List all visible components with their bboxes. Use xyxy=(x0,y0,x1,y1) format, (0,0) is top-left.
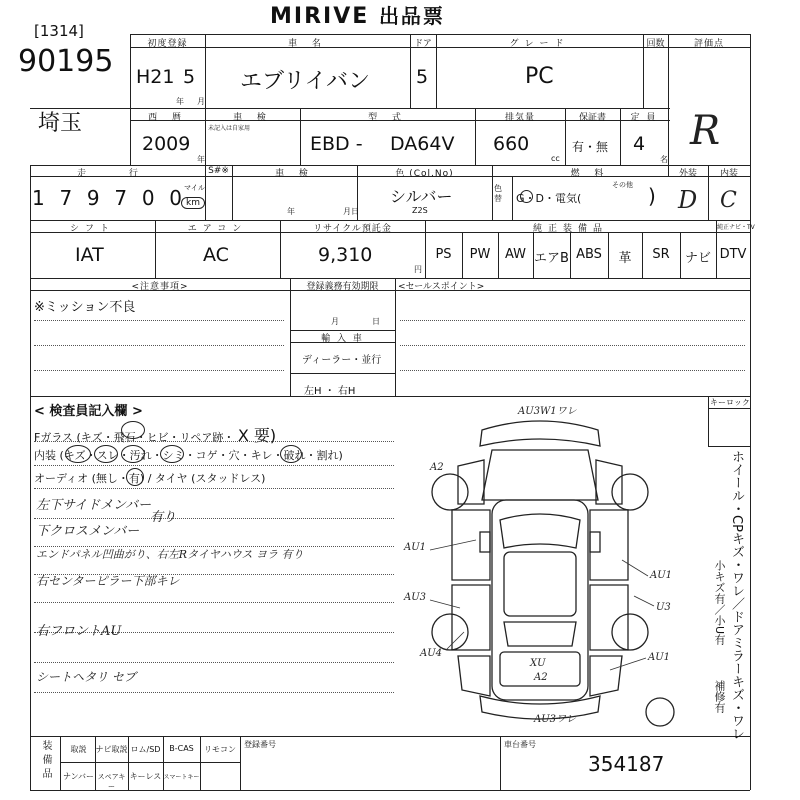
right-vertical-note: 小キズ有／小U有 xyxy=(713,560,726,646)
damage-mark: A2 xyxy=(430,462,444,473)
header-year: 西 暦 xyxy=(148,113,187,123)
door-count: 5 xyxy=(416,66,429,88)
import-drive-side: 左H ・ 右H xyxy=(304,386,356,397)
mileage-digit: 1 xyxy=(32,186,45,210)
header-chassis-number: 車台番号 xyxy=(504,740,536,749)
header-inspect: 車 検 xyxy=(275,169,314,179)
circle-mark xyxy=(65,445,91,463)
unit-month-2: 月 xyxy=(331,317,339,326)
equip-pw: PW xyxy=(469,247,491,262)
brand-name: MIRIVE xyxy=(270,4,370,29)
score-value: R xyxy=(690,108,721,154)
first-registration-era: H21 xyxy=(136,66,175,88)
damage-mark: AU1 xyxy=(648,652,671,663)
damage-mark: AU1 xyxy=(650,570,673,581)
handwritten-note: シートヘタリ セブ xyxy=(36,670,136,684)
mileage-digit: 0 xyxy=(169,186,182,210)
damage-mark: AU4 xyxy=(420,648,443,659)
header-import: 輸 入 車 xyxy=(321,334,364,344)
audio-tire-line: オーディオ (無し・有) / タイヤ (スタッドレス) xyxy=(34,472,266,485)
accessory-navi-manual: ナビ取説 xyxy=(95,745,128,754)
car-name: エブリイバン xyxy=(240,69,371,94)
windshield-mark: X 要) xyxy=(237,426,277,445)
header-aircon: エアコン xyxy=(187,224,248,234)
unit-year-2: 年 xyxy=(197,155,205,164)
header-model: 型 式 xyxy=(368,113,407,123)
grade: PC xyxy=(525,64,554,89)
accessory-manual: 取説 xyxy=(70,745,87,754)
displacement: 660 xyxy=(493,133,530,155)
handwritten-note: 右センターピラー下部キレ xyxy=(36,574,180,588)
damage-mark: A2 xyxy=(534,672,548,683)
right-vertical-note: ホイール・CPキズ・ワレ／ドアミラーキズ・ワレ xyxy=(729,450,744,740)
unit-yen: 円 xyxy=(414,265,422,274)
accessory-bcas: B-CAS xyxy=(169,744,194,753)
unit-person: 名 xyxy=(660,155,668,164)
unit-month-day: 月日 xyxy=(343,207,359,216)
lot-number: 90195 xyxy=(18,44,114,79)
right-vertical-note: 補修有 xyxy=(713,680,726,713)
header-displacement: 排気量 xyxy=(504,113,535,123)
chassis-number: 354187 xyxy=(588,752,665,776)
interior-grade: C xyxy=(720,188,737,213)
handwritten-bracket-note: 有り xyxy=(150,510,177,525)
damage-mark: AU1 xyxy=(404,542,427,553)
handwritten-note: 左下サイドメンバー xyxy=(36,498,152,513)
header-fuel: 燃 料 xyxy=(570,169,610,179)
import-dealer: ディーラー・並行 xyxy=(302,355,382,366)
caution-text: ※ミッション不良 xyxy=(34,300,136,315)
shift: IAT xyxy=(75,244,104,266)
header-registration-expiry: 登録義務有効期限 xyxy=(306,282,379,292)
equip-sunroof: SR xyxy=(652,247,670,262)
equip-ps: PS xyxy=(435,247,452,262)
header-score: 評価点 xyxy=(693,39,724,49)
header-nav-tv: 純正ナビ・TV xyxy=(717,224,755,231)
model-prefix: EBD - xyxy=(310,133,363,155)
document-title xyxy=(270,0,530,29)
accessory-rom-sd: ロム/SD xyxy=(130,745,161,754)
mileage-digit: 7 xyxy=(114,186,128,210)
header-key-lock: キーロック xyxy=(710,398,750,407)
car-damage-diagram xyxy=(400,400,700,730)
damage-mark: U3 xyxy=(656,602,671,613)
fuel-circle xyxy=(520,190,533,203)
windshield-options: Fガラス (キズ・飛石・ヒビ・リペア跡・ xyxy=(34,431,235,444)
damage-mark: AU3 xyxy=(404,592,427,603)
header-accessories: 装備品 xyxy=(40,740,51,782)
inspector-title: < 検査員記入欄 > xyxy=(34,404,143,419)
aircon: AC xyxy=(203,244,229,266)
handwritten-note: 右フロントAU xyxy=(36,624,122,639)
header-interior: 内装 xyxy=(719,169,738,179)
mileage-digits xyxy=(32,186,182,210)
exterior-grade: D xyxy=(678,186,698,214)
fuel-close: ) xyxy=(648,184,656,208)
region: 埼玉 xyxy=(38,111,83,136)
header-mileage: 走 行 xyxy=(77,169,158,179)
header-warranty: 保証書 xyxy=(578,113,606,123)
first-registration-month: 5 xyxy=(183,66,196,88)
equip-aw: AW xyxy=(504,247,527,262)
circle-mark xyxy=(160,445,184,463)
circle-mark xyxy=(126,468,144,486)
header-recycle: リサイクル預託金 xyxy=(313,224,392,234)
accessory-smart-key: スマートキー xyxy=(163,774,200,781)
header-caution: <注意事項> xyxy=(131,282,189,292)
unit-km: km xyxy=(181,197,205,209)
circle-mark xyxy=(280,445,302,463)
fuel-other-label: その他 xyxy=(612,181,633,189)
warranty: 有・無 xyxy=(572,140,609,154)
header-capacity: 定 員 xyxy=(630,113,658,123)
header-color: 色 (Col.No) xyxy=(395,169,454,179)
header-sales-point: <セールスポイント> xyxy=(398,282,485,292)
model-code: DA64V xyxy=(390,133,455,155)
accessory-spare-key: スペアキー xyxy=(97,773,126,791)
recycle-deposit: 9,310 xyxy=(318,244,373,266)
header-car-name: 車 名 xyxy=(288,39,327,49)
color-code: Z2S xyxy=(412,206,428,215)
unit-mile: マイル xyxy=(184,184,205,192)
damage-mark: AU3W1ワレ xyxy=(518,406,577,417)
unit-day: 日 xyxy=(372,317,380,326)
title-suffix: 出品票 xyxy=(378,4,445,28)
header-grade: グレード xyxy=(509,39,570,49)
lot-bracket-number: [1314] xyxy=(34,22,84,40)
unit-cc: cc xyxy=(551,154,560,163)
header-inspection: 車 検 xyxy=(233,113,272,123)
unit-year-3: 年 xyxy=(287,207,295,216)
model-year: 2009 xyxy=(142,133,191,155)
mileage-digit: 0 xyxy=(141,186,155,210)
fuel: G・D・電気( xyxy=(516,192,582,205)
equip-navi: ナビ xyxy=(684,251,711,266)
header-first-registration: 初度登録 xyxy=(147,39,188,49)
header-exterior: 外装 xyxy=(678,169,697,179)
header-count: 回数 xyxy=(646,39,665,49)
header-registration-number: 登録番号 xyxy=(244,740,276,749)
interior-condition-line: 内装 (キズ・スレ・汚れ・シミ・コゲ・穴・キレ・破れ・割れ) xyxy=(34,449,343,462)
color-change-label: 色替 xyxy=(494,184,502,203)
capacity: 4 xyxy=(633,133,646,155)
inspection-note: 未記入は自家用 xyxy=(208,125,251,132)
equip-leather: 革 xyxy=(618,251,632,266)
circle-mark xyxy=(121,421,145,439)
damage-mark: AU3ワレ xyxy=(534,714,577,725)
handwritten-note: エンドパネル凹曲がり、右左Rタイヤハウス ヨラ 有り xyxy=(36,548,304,561)
accessory-keyless: キーレス xyxy=(129,772,162,781)
equip-abs: ABS xyxy=(576,247,602,262)
accessory-remote: リモコン xyxy=(204,745,236,754)
unit-year: 年 xyxy=(176,97,184,106)
damage-mark: XU xyxy=(530,658,546,669)
header-shift: シフト xyxy=(69,224,115,234)
windshield-line xyxy=(34,423,276,446)
header-equipment: 純正装備品 xyxy=(532,224,608,234)
unit-month: 月 xyxy=(197,97,205,106)
mileage-digit: 7 xyxy=(59,186,73,210)
circle-mark xyxy=(94,445,118,463)
header-swap: S#※ xyxy=(208,166,229,176)
header-door: ドア xyxy=(414,39,432,49)
equip-dtv: DTV xyxy=(719,247,747,262)
mileage-digit: 9 xyxy=(86,186,100,210)
accessory-plate: ナンバー xyxy=(62,772,95,781)
circle-mark xyxy=(121,445,145,463)
handwritten-note: 下クロスメンバー xyxy=(36,524,140,539)
color: シルバー xyxy=(390,187,453,206)
equip-airbag: エアB xyxy=(534,251,569,266)
